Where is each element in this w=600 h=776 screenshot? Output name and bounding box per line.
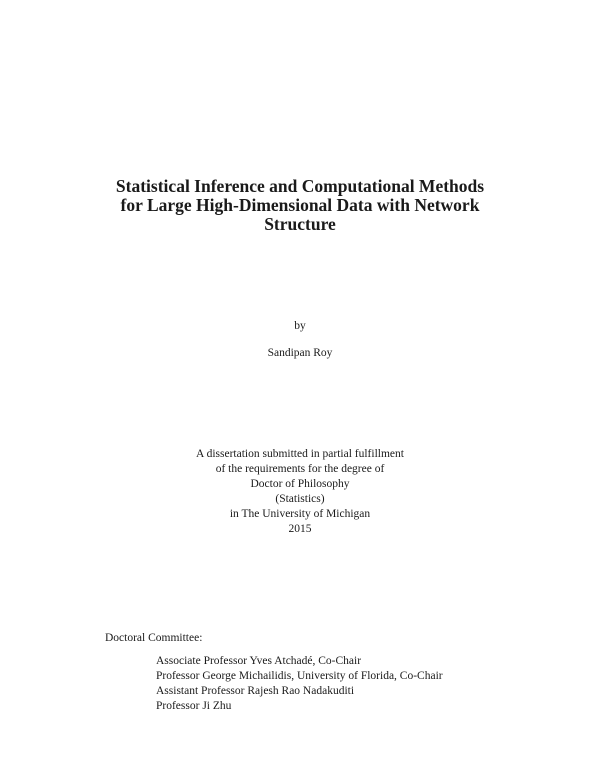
statement-line: of the requirements for the degree of — [215, 462, 385, 475]
committee-member-list — [156, 654, 443, 714]
committee-member: Associate Professor Yves Atchadé, Co-Chair — [156, 655, 362, 667]
title-line: for Large High-Dimensional Data with Network — [120, 195, 480, 215]
dissertation-title — [60, 177, 540, 234]
statement-line: (Statistics) — [275, 492, 325, 505]
author-name: Sandipan Roy — [267, 347, 333, 359]
statement-line: in The University of Michigan — [229, 507, 371, 520]
statement-line: Doctor of Philosophy — [250, 477, 350, 490]
statement-line: A dissertation submitted in partial fulfillment — [196, 448, 404, 460]
title-line: Statistical Inference and Computational Methods — [115, 176, 485, 196]
committee-member: Assistant Professor Rajesh Rao Nadakuditi — [156, 684, 355, 697]
by-label: by — [294, 320, 306, 332]
degree-statement — [100, 447, 500, 536]
committee-member: Professor Ji Zhu — [156, 699, 232, 712]
committee-member: Professor George Michailidis, University of Florida, Co-Chair — [156, 669, 443, 682]
title-line: Structure — [264, 214, 336, 234]
committee-heading: Doctoral Committee: — [105, 632, 203, 644]
statement-line: 2015 — [288, 522, 312, 535]
